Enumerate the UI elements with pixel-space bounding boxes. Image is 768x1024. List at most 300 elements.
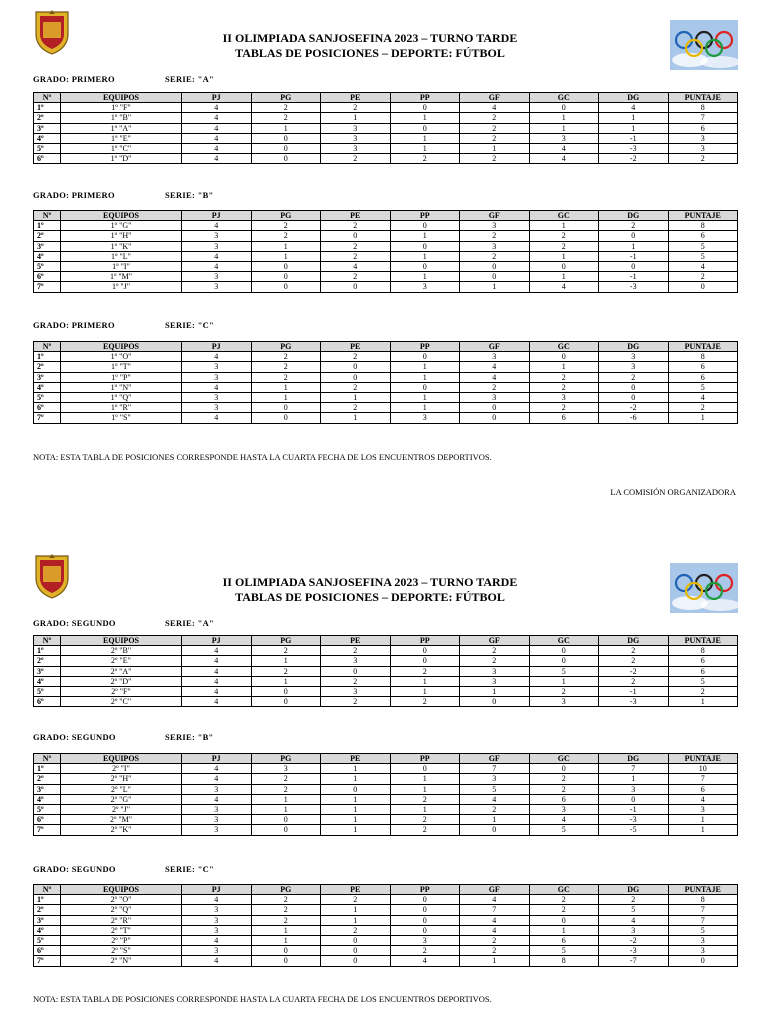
table-cell: 0 [251, 262, 321, 272]
table-cell: 0 [599, 794, 669, 804]
table-cell: 3 [182, 805, 252, 815]
table-cell: 2 [251, 646, 321, 656]
table-cell: 5 [668, 382, 738, 392]
table-cell: 2 [390, 697, 460, 707]
table-cell: 1 [321, 825, 391, 835]
table-cell: 6 [668, 362, 738, 372]
table-cell: 2º "K" [61, 825, 182, 835]
table-cell: 1º [34, 764, 61, 774]
table-cell: 2 [668, 687, 738, 697]
table-cell: 4 [599, 915, 669, 925]
table-row [34, 815, 738, 825]
table-cell: 6 [668, 656, 738, 666]
table-cell: 1 [390, 393, 460, 403]
table-cell: 1º "N" [61, 382, 182, 392]
table-cell: 0 [460, 262, 530, 272]
title-line-2: TABLAS DE POSICIONES – DEPORTE: FÚTBOL [235, 590, 505, 604]
table-cell: 1 [390, 372, 460, 382]
table-cell: 0 [529, 352, 599, 362]
table-cell: 0 [251, 133, 321, 143]
table-cell: 3 [390, 936, 460, 946]
table-cell: 3º [34, 915, 61, 925]
table-cell: 3 [460, 352, 530, 362]
table-cell: 4º [34, 133, 61, 143]
table-cell: 1 [251, 382, 321, 392]
table-cell: 0 [251, 687, 321, 697]
table-cell: 3 [529, 133, 599, 143]
table-cell: 4 [599, 103, 669, 113]
table-cell: 1 [529, 221, 599, 231]
table-cell: 2º "H" [61, 774, 182, 784]
table-cell: 5 [668, 251, 738, 261]
table-cell: 2 [460, 113, 530, 123]
table-cell: 0 [668, 956, 738, 966]
table-cell: 4 [529, 282, 599, 292]
table-row [34, 895, 738, 905]
grado-label: GRADO: PRIMERO [33, 320, 115, 330]
table-cell: 2 [529, 905, 599, 915]
table-cell: 6º [34, 946, 61, 956]
table-cell: 0 [529, 262, 599, 272]
table-cell: 3 [251, 764, 321, 774]
table-cell: 6 [668, 231, 738, 241]
table-cell: 3 [182, 915, 252, 925]
grado-serie-label [33, 618, 215, 628]
column-header: PG [251, 342, 321, 352]
column-header: PP [390, 636, 460, 646]
table-cell: 2 [321, 272, 391, 282]
table-cell: 4 [182, 154, 252, 164]
table-cell: 6º [34, 403, 61, 413]
table-cell: 4 [460, 372, 530, 382]
column-header: DG [599, 342, 669, 352]
table-cell: 1º [34, 895, 61, 905]
table-cell: 0 [529, 764, 599, 774]
serie-label: SERIE: "A" [165, 74, 215, 84]
table-cell: 4 [182, 413, 252, 423]
table-cell: 10 [668, 764, 738, 774]
table-cell: 0 [599, 262, 669, 272]
table-cell: 2 [599, 372, 669, 382]
table-cell: 2 [321, 895, 391, 905]
table-cell: 0 [460, 697, 530, 707]
column-header: PE [321, 754, 391, 764]
column-header: GC [529, 754, 599, 764]
table-cell: 1º "M" [61, 272, 182, 282]
table-cell: 5 [668, 676, 738, 686]
table-row [34, 774, 738, 784]
table-row [34, 764, 738, 774]
column-header: EQUIPOS [61, 636, 182, 646]
table-row [34, 687, 738, 697]
table-cell: 6º [34, 272, 61, 282]
table-cell: 4 [182, 113, 252, 123]
column-header: Nº [34, 885, 61, 895]
table-cell: 3º [34, 784, 61, 794]
column-header: EQUIPOS [61, 885, 182, 895]
table-row [34, 144, 738, 154]
table-cell: 0 [390, 646, 460, 656]
table-cell: 3 [182, 815, 252, 825]
table-cell: 4 [182, 656, 252, 666]
table-cell: 1 [529, 251, 599, 261]
table-cell: 2º "E" [61, 656, 182, 666]
table-cell: 0 [529, 646, 599, 656]
table-cell: 1º "F" [61, 103, 182, 113]
table-cell: 2 [251, 113, 321, 123]
table-cell: 4 [390, 956, 460, 966]
table-cell: 3 [599, 362, 669, 372]
table-cell: 2 [251, 915, 321, 925]
table-row [34, 241, 738, 251]
table-cell: 1 [599, 774, 669, 784]
table-cell: 3 [321, 123, 391, 133]
table-row [34, 666, 738, 676]
column-header: GC [529, 93, 599, 103]
table-cell: 1 [390, 403, 460, 413]
table-cell: 2 [390, 794, 460, 804]
table-cell: 2º [34, 774, 61, 784]
table-cell: 3 [321, 144, 391, 154]
table-cell: 3 [182, 825, 252, 835]
footnote: NOTA: ESTA TABLA DE POSICIONES CORRESPONDE HASTA LA CUARTA FECHA DE LOS ENCUENTROS DEPORTIVOS. [33, 994, 492, 1004]
table-cell: 8 [668, 352, 738, 362]
table-cell: 2 [460, 231, 530, 241]
table-cell: 3 [460, 241, 530, 251]
table-cell: 0 [251, 413, 321, 423]
table-cell: 0 [321, 936, 391, 946]
table-cell: 3 [668, 936, 738, 946]
table-cell: 3 [182, 272, 252, 282]
table-cell: 1 [390, 774, 460, 784]
table-cell: 4 [182, 352, 252, 362]
column-header: DG [599, 754, 669, 764]
table-cell: 4 [529, 154, 599, 164]
column-header: DG [599, 885, 669, 895]
table-cell: 1 [529, 925, 599, 935]
table-cell: 5 [529, 666, 599, 676]
title-line-1: II OLIMPIADA SANJOSEFINA 2023 – TURNO TARDE [222, 31, 518, 45]
table-row [34, 393, 738, 403]
table-cell: 0 [321, 946, 391, 956]
column-header: GC [529, 636, 599, 646]
table-cell: 2 [599, 646, 669, 656]
table-row [34, 925, 738, 935]
table-cell: -3 [599, 144, 669, 154]
table-cell: 4 [182, 133, 252, 143]
table-row [34, 697, 738, 707]
table-cell: 3º [34, 123, 61, 133]
table-cell: 0 [321, 666, 391, 676]
table-cell: 5º [34, 144, 61, 154]
table-cell: 3 [599, 925, 669, 935]
table-cell: 3 [321, 656, 391, 666]
standings-table [33, 635, 738, 707]
table-cell: 4 [182, 382, 252, 392]
table-cell: 3 [182, 393, 252, 403]
table-cell: 2 [251, 784, 321, 794]
table-cell: 1 [251, 123, 321, 133]
column-header: PUNTAJE [668, 636, 738, 646]
table-cell: 1 [251, 251, 321, 261]
table-cell: 2º [34, 362, 61, 372]
table-cell: 2 [529, 231, 599, 241]
grado-serie-label [33, 320, 215, 330]
table-cell: 1º "S" [61, 413, 182, 423]
table-cell: 1º "O" [61, 352, 182, 362]
table-cell: 3 [460, 666, 530, 676]
table-cell: 8 [529, 956, 599, 966]
grado-label: GRADO: SEGUNDO [33, 618, 116, 628]
table-cell: 0 [599, 382, 669, 392]
standings-table [33, 753, 738, 836]
table-cell: 2 [251, 372, 321, 382]
table-cell: 0 [321, 282, 391, 292]
table-cell: 0 [599, 393, 669, 403]
table-cell: 1 [529, 272, 599, 282]
table-cell: 2 [668, 154, 738, 164]
table-cell: 0 [668, 282, 738, 292]
table-cell: 2 [390, 825, 460, 835]
table-cell: 4 [668, 794, 738, 804]
table-cell: 1 [599, 241, 669, 251]
table-cell: 2 [529, 784, 599, 794]
table-cell: 3 [182, 241, 252, 251]
grado-serie-label [33, 732, 214, 742]
table-cell: 3 [668, 144, 738, 154]
table-row [34, 262, 738, 272]
table-cell: 3 [599, 784, 669, 794]
table-cell: 2 [460, 656, 530, 666]
table-cell: 1º "J" [61, 282, 182, 292]
table-cell: 4 [182, 262, 252, 272]
table-cell: 7 [668, 915, 738, 925]
table-cell: 1º "Q" [61, 393, 182, 403]
table-cell: 2 [251, 103, 321, 113]
table-cell: 3 [668, 133, 738, 143]
table-cell: 2º "C" [61, 697, 182, 707]
table-cell: 2º "F" [61, 687, 182, 697]
grado-serie-label [33, 190, 214, 200]
standings-table [33, 884, 738, 967]
table-row [34, 784, 738, 794]
table-row [34, 113, 738, 123]
table-cell: 4 [182, 221, 252, 231]
table-cell: 7 [668, 774, 738, 784]
table-cell: 3 [182, 282, 252, 292]
table-cell: 0 [251, 154, 321, 164]
table-cell: 6 [529, 413, 599, 423]
table-cell: 4 [460, 925, 530, 935]
table-cell: 4 [182, 144, 252, 154]
table-cell: 2 [321, 925, 391, 935]
column-header: PE [321, 885, 391, 895]
table-row [34, 251, 738, 261]
table-cell: 3 [390, 413, 460, 423]
table-cell: 2º [34, 231, 61, 241]
column-header: Nº [34, 211, 61, 221]
table-cell: 3 [182, 905, 252, 915]
table-cell: 0 [321, 784, 391, 794]
table-cell: 1 [321, 774, 391, 784]
table-cell: 4º [34, 925, 61, 935]
table-row [34, 282, 738, 292]
table-cell: 0 [251, 403, 321, 413]
table-row [34, 646, 738, 656]
table-cell: 2º [34, 113, 61, 123]
serie-label: SERIE: "B" [165, 732, 214, 742]
column-header: PE [321, 211, 391, 221]
table-cell: 0 [251, 282, 321, 292]
column-header: PJ [182, 211, 252, 221]
table-cell: 2 [390, 666, 460, 676]
table-row [34, 231, 738, 241]
column-header: PP [390, 211, 460, 221]
column-header: GC [529, 885, 599, 895]
column-header: PG [251, 636, 321, 646]
grado-label: GRADO: PRIMERO [33, 190, 115, 200]
table-cell: 4º [34, 382, 61, 392]
column-header: PUNTAJE [668, 93, 738, 103]
table-row [34, 413, 738, 423]
table-cell: 2 [599, 221, 669, 231]
table-row [34, 133, 738, 143]
table-cell: 3 [599, 352, 669, 362]
grado-label: GRADO: SEGUNDO [33, 732, 116, 742]
table-cell: 2 [460, 382, 530, 392]
table-cell: 1º "E" [61, 133, 182, 143]
table-cell: 6º [34, 815, 61, 825]
table-cell: 5º [34, 393, 61, 403]
table-cell: 2º "T" [61, 925, 182, 935]
table-cell: 0 [390, 656, 460, 666]
table-cell: 1 [321, 815, 391, 825]
table-row [34, 825, 738, 835]
table-cell: 4 [668, 262, 738, 272]
table-cell: 2º "N" [61, 956, 182, 966]
table-cell: 2 [599, 895, 669, 905]
column-header: EQUIPOS [61, 211, 182, 221]
table-cell: 1 [321, 113, 391, 123]
page-title [0, 575, 740, 605]
table-cell: 1º "R" [61, 403, 182, 413]
table-cell: 2 [321, 221, 391, 231]
column-header: GF [460, 211, 530, 221]
table-cell: 0 [390, 352, 460, 362]
table-cell: 7º [34, 282, 61, 292]
table-cell: 7 [460, 905, 530, 915]
table-cell: 1º "P" [61, 372, 182, 382]
serie-label: SERIE: "C" [165, 864, 215, 874]
table-cell: 6º [34, 154, 61, 164]
table-cell: 1 [321, 764, 391, 774]
table-cell: 1 [321, 905, 391, 915]
table-cell: 2 [460, 646, 530, 656]
table-cell: 2 [321, 352, 391, 362]
table-row [34, 946, 738, 956]
table-cell: 2 [251, 666, 321, 676]
table-cell: 6 [668, 784, 738, 794]
table-cell: 1 [668, 825, 738, 835]
table-cell: 7 [668, 905, 738, 915]
table-cell: 3º [34, 241, 61, 251]
table-cell: -1 [599, 251, 669, 261]
column-header: Nº [34, 754, 61, 764]
table-cell: 4 [182, 895, 252, 905]
table-cell: 5º [34, 936, 61, 946]
table-cell: 2 [251, 352, 321, 362]
table-cell: 3 [182, 925, 252, 935]
table-cell: 5º [34, 262, 61, 272]
table-cell: 4º [34, 794, 61, 804]
table-cell: -2 [599, 936, 669, 946]
table-cell: 2 [529, 382, 599, 392]
table-cell: 2 [321, 154, 391, 164]
table-cell: 0 [390, 103, 460, 113]
table-cell: 2 [529, 687, 599, 697]
table-cell: 3 [529, 393, 599, 403]
table-cell: 5 [529, 825, 599, 835]
table-cell: 4º [34, 676, 61, 686]
table-cell: 8 [668, 221, 738, 231]
page-title [0, 31, 740, 61]
table-row [34, 656, 738, 666]
column-header: PG [251, 754, 321, 764]
table-cell: 2º "G" [61, 794, 182, 804]
column-header: GF [460, 342, 530, 352]
table-cell: 0 [390, 123, 460, 133]
table-cell: -2 [599, 154, 669, 164]
table-cell: 2 [599, 656, 669, 666]
table-cell: 5º [34, 805, 61, 815]
standings-table [33, 341, 738, 424]
table-cell: 1º [34, 646, 61, 656]
table-cell: 4 [668, 393, 738, 403]
table-cell: 0 [390, 905, 460, 915]
table-cell: 0 [251, 815, 321, 825]
column-header: GF [460, 885, 530, 895]
column-header: GF [460, 93, 530, 103]
table-cell: 2º "M" [61, 815, 182, 825]
table-row [34, 382, 738, 392]
table-cell: 7 [599, 764, 669, 774]
table-cell: 0 [251, 825, 321, 835]
table-row [34, 221, 738, 231]
serie-label: SERIE: "A" [165, 618, 215, 628]
table-cell: 1 [390, 272, 460, 282]
column-header: PE [321, 93, 391, 103]
table-cell: 2 [251, 895, 321, 905]
table-cell: 2 [460, 133, 530, 143]
table-cell: 3 [460, 393, 530, 403]
table-cell: 0 [251, 272, 321, 282]
table-cell: 4 [182, 251, 252, 261]
column-header: EQUIPOS [61, 93, 182, 103]
table-cell: 1 [321, 393, 391, 403]
table-cell: 0 [599, 231, 669, 241]
table-cell: 2º "O" [61, 895, 182, 905]
table-cell: 0 [390, 764, 460, 774]
table-cell: 3 [321, 687, 391, 697]
table-cell: 4 [182, 956, 252, 966]
table-cell: 1º "C" [61, 144, 182, 154]
grado-serie-label [33, 864, 215, 874]
table-cell: 8 [668, 103, 738, 113]
table-cell: 3º [34, 666, 61, 676]
column-header: DG [599, 93, 669, 103]
table-row [34, 272, 738, 282]
table-cell: -5 [599, 825, 669, 835]
